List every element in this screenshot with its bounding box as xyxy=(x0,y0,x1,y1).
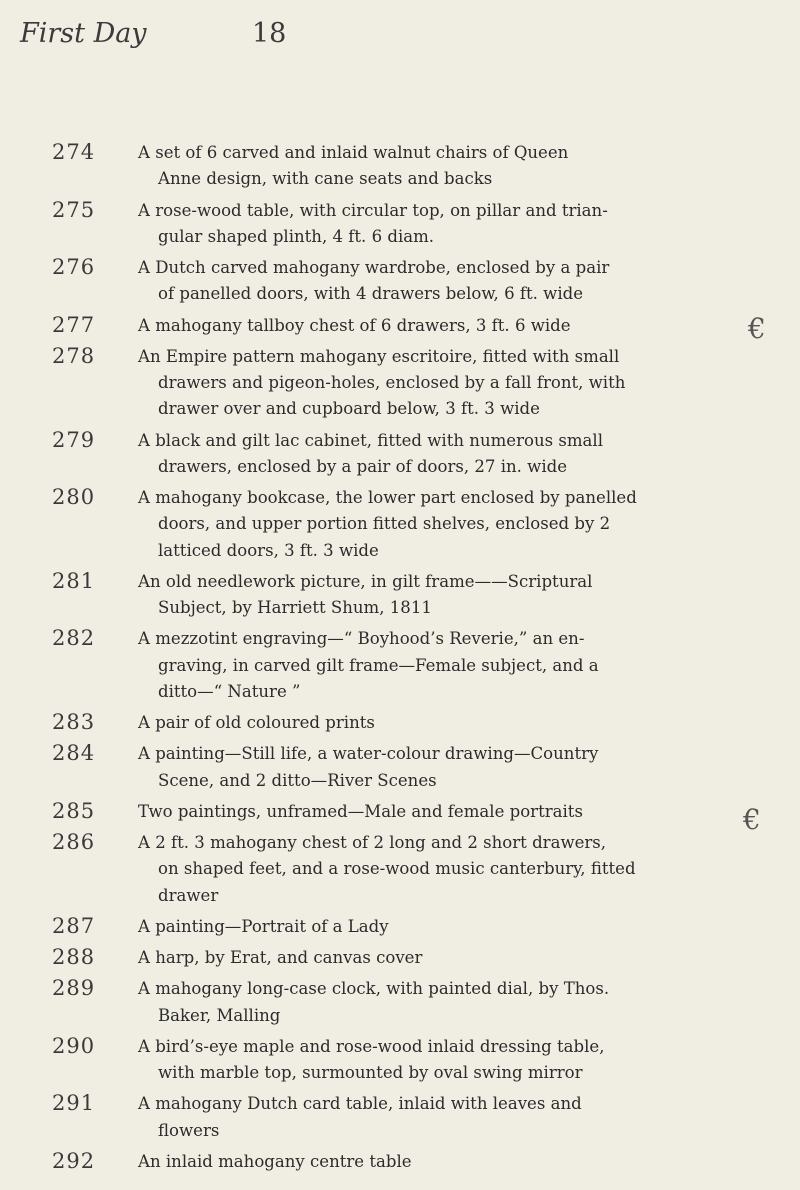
lot-description-line: A rose-wood table, with circular top, on pillar and trian- xyxy=(138,200,608,220)
lot-description xyxy=(138,198,670,251)
lot-number: 279 xyxy=(52,427,96,452)
lot-description xyxy=(138,945,670,971)
lot-description-line: A 2 ft. 3 mahogany chest of 2 long and 2 short drawers, xyxy=(138,833,607,853)
lot-description-line: Scene, and 2 ditto—River Scenes xyxy=(158,770,437,790)
lot-description-line: Subject, by Harriett Shum, 1811 xyxy=(158,598,432,618)
lot-description-line: gular shaped plinth, 4 ft. 6 diam. xyxy=(158,226,435,246)
lot-description-line: flowers xyxy=(158,1120,220,1140)
lot-description-line: A mahogany tallboy chest of 6 drawers, 3 ft. 6 wide xyxy=(138,315,571,335)
lot-number: 287 xyxy=(52,914,96,938)
lot-description-line: doors, and upper portion fitted shelves, enclosed by 2 xyxy=(158,514,611,534)
lot-number: 281 xyxy=(52,568,96,593)
lot-description xyxy=(138,799,670,825)
lot-description xyxy=(138,1091,670,1144)
lot-description xyxy=(138,344,670,423)
lot-description-line: A set of 6 carved and inlaid walnut chairs of Queen xyxy=(138,143,569,162)
lot-description xyxy=(138,428,670,481)
lot-description-line: Baker, Malling xyxy=(158,1005,281,1025)
lot-description-line: graving, in carved gilt frame—Female subject, and a xyxy=(158,655,599,675)
lot-number: 276 xyxy=(52,255,96,280)
lot-description-line: on shaped feet, and a rose-wood music canterbury, fitted xyxy=(158,859,636,879)
lot-description xyxy=(138,914,670,940)
lot-description-line: A pair of old coloured prints xyxy=(138,713,375,733)
lot-description xyxy=(138,976,670,1029)
lot-description xyxy=(138,741,670,794)
lot-description-line: An Empire pattern mahogany escritoire, fitted with small xyxy=(138,346,620,366)
lot-description-line: latticed doors, 3 ft. 3 wide xyxy=(158,540,379,560)
lot-number: 292 xyxy=(52,1148,96,1173)
lot-description xyxy=(138,710,670,736)
lot-description-line: A painting—Portrait of a Lady xyxy=(138,917,389,936)
lot-description xyxy=(138,313,670,339)
lot-description-line: A mahogany bookcase, the lower part enclosed by panelled xyxy=(138,488,637,508)
lot-description-line: A mahogany long-case clock, with painted dial, by Thos. xyxy=(138,979,610,999)
lot-description xyxy=(138,1034,670,1087)
lot-description-line: A mezzotint engraving—“ Boyhood’s Reverie,” an en- xyxy=(138,629,585,649)
lot-number: 278 xyxy=(52,343,96,368)
lot-description-line: An old needlework picture, in gilt frame——Scriptural xyxy=(138,571,593,591)
lot-description-line: A painting—Still life, a water-colour drawing—Country xyxy=(138,744,599,764)
lot-number: 291 xyxy=(52,1091,96,1116)
lot-description-line: Anne design, with cane seats and backs xyxy=(158,169,493,189)
lot-number: 277 xyxy=(52,312,96,337)
margin-mark-icon: € xyxy=(748,312,766,345)
lot-description xyxy=(138,1149,670,1175)
lot-description-line: drawers and pigeon-holes, enclosed by a fall front, with xyxy=(158,373,626,393)
margin-mark-icon: € xyxy=(743,803,761,836)
lot-description-line: drawer over and cupboard below, 3 ft. 3 wide xyxy=(158,399,540,419)
lot-description xyxy=(138,830,670,909)
lot-description xyxy=(138,255,670,308)
lot-description-line: Two paintings, unframed—Male and female portraits xyxy=(138,801,583,821)
lot-number: 280 xyxy=(52,485,96,510)
lot-description-line: A bird’s-eye maple and rose-wood inlaid dressing table, xyxy=(138,1036,605,1056)
lot-number: 288 xyxy=(52,945,96,970)
lot-description-line: A mahogany Dutch card table, inlaid with leaves and xyxy=(138,1094,582,1114)
lot-description xyxy=(138,569,670,622)
lot-number: 284 xyxy=(52,741,96,766)
lot-description-line: ditto—“ Nature ” xyxy=(158,682,301,702)
lot-number: 286 xyxy=(52,830,96,855)
lot-description-line: of panelled doors, with 4 drawers below, 6 ft. wide xyxy=(158,284,583,304)
page-header xyxy=(20,18,460,58)
lot-description-line: drawers, enclosed by a pair of doors, 27 in. wide xyxy=(158,456,568,476)
lot-number: 282 xyxy=(52,626,96,651)
lot-number: 285 xyxy=(52,798,96,823)
page-title: First Day xyxy=(20,18,147,49)
lot-description xyxy=(138,140,670,193)
lot-number: 289 xyxy=(52,976,96,1001)
lot-description-line: drawer xyxy=(158,885,219,905)
lot-description xyxy=(138,485,670,564)
lot-number: 274 xyxy=(52,140,96,164)
lot-description-line: An inlaid mahogany centre table xyxy=(138,1151,412,1171)
lot-description-line: A Dutch carved mahogany wardrobe, enclosed by a pair xyxy=(138,258,610,278)
lot-description-line: A harp, by Erat, and canvas cover xyxy=(138,948,423,968)
lot-number: 290 xyxy=(52,1033,96,1058)
lot-description-line: A black and gilt lac cabinet, fitted with numerous small xyxy=(138,430,604,450)
page-number: 18 xyxy=(252,18,287,49)
lot-number: 275 xyxy=(52,197,96,222)
lot-description-line: with marble top, surmounted by oval swing mirror xyxy=(158,1063,583,1083)
lot-number: 283 xyxy=(52,710,96,735)
lot-description xyxy=(138,626,670,705)
